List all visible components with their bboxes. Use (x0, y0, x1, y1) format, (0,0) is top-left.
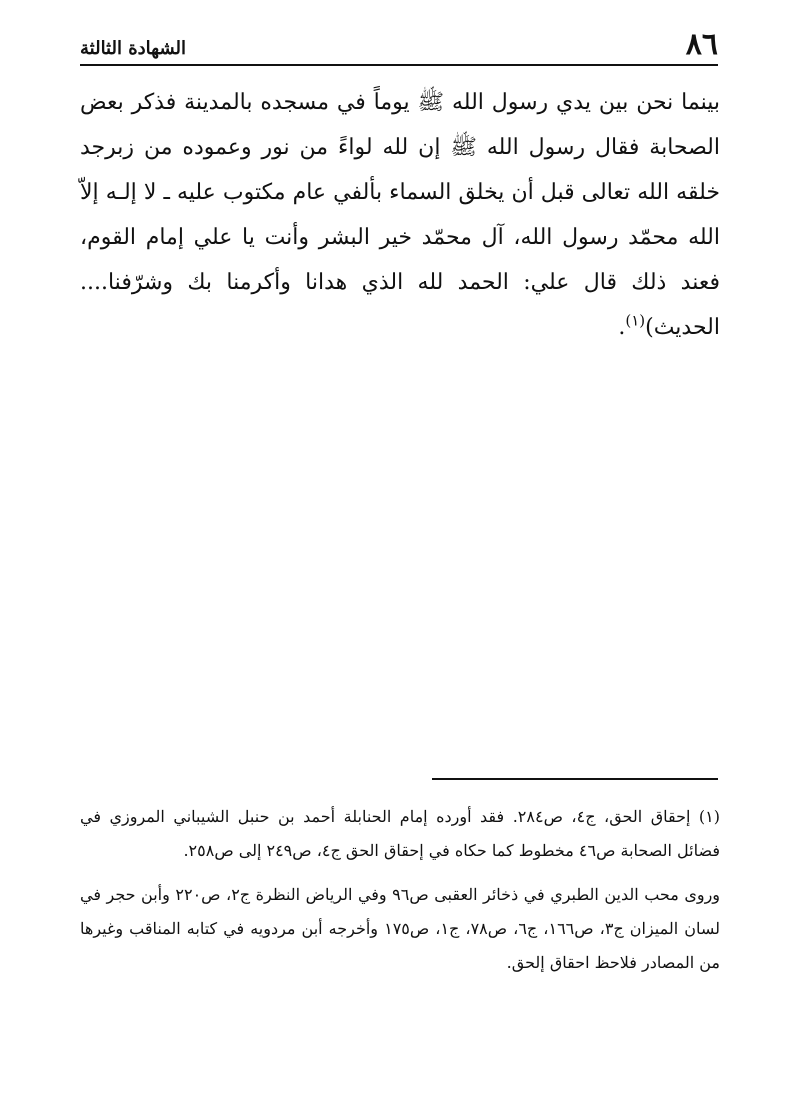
page-number: ٨٦ (685, 27, 718, 62)
paragraph-text: بينما نحن بين يدي رسول الله ﷺ يوماً في مسجده بالمدينة فذكر بعض الصحابة فقال رسول الله ﷺ إن لله لواءً من نور وعموده من زبرجد خلقه الله تعالى قبل أن يخلق السماء بألفي عام مكتوب عليه ـ لا إلـه إلاّ الله محمّد رسول الله، آل محمّد خير البشر وأنت يا علي إمام القوم، فعند ذلك قال علي: الحمد لله الذي هدانا وأكرمنا بك وشرّفنا.... الحديث) (80, 90, 720, 340)
footnote-divider (432, 778, 718, 780)
running-title: الشهادة الثالثة (80, 38, 187, 59)
page-header (80, 28, 718, 62)
header-divider (80, 64, 718, 66)
paragraph-ending: . (618, 315, 626, 340)
footnote-1-continuation: وروى محب الدين الطبري في ذخائر العقبى ص٩٦ وفي الرياض النظرة ج٢، ص٢٢٠ وأبن حجر في لسان الميزان ج٣، ص١٦٦، ج٦، ص٧٨، ج١، ص١٧٥ وأخرجه أبن مردويه في كتابه المناقب وغيرها من المصادر فلاحظ احقاق إلحق. (80, 885, 721, 972)
main-text (80, 80, 720, 350)
footnotes (80, 800, 720, 980)
footnote-1: (١) إحقاق الحق، ج٤، ص٢٨٤. فقد أورده إمام الحنابلة أحمد بن حنبل الشيباني المروزي في فضائل الصحابة ص٤٦ مخطوط كما حكاه في إحقاق الحق ج٤، ص٢٤٩ إلى ص٢٥٨. (80, 807, 721, 860)
main-paragraph (80, 80, 720, 350)
footnote-reference[interactable]: (١) (625, 311, 646, 330)
